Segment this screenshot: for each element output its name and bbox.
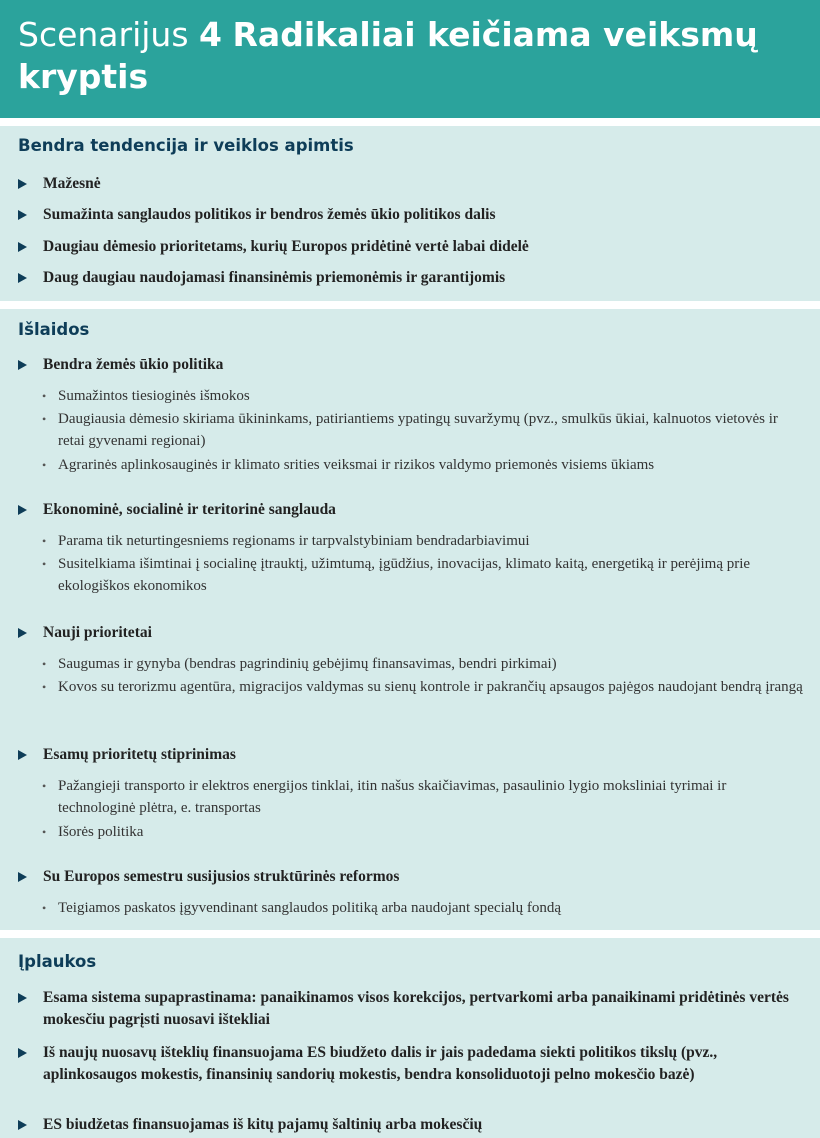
section-expenditure: Išlaidos Bendra žemės ūkio politika • Sumažintos tiesioginės išmokos • Daugiausia dėmesio skiriama ūkininkams, patiriantiems ypatingų suvaržymų (pvz., smulkūs ūkiai, kalnuotos vietovės ir retai gyvenami regionai) • Agrarinės aplinkosauginės ir klimato srities veiksmai ir rizikos valdymo priemonės visiems ūkiams Ekonominė, socialinė ir teritorinė sanglauda • Parama tik neturtingesniems regionams ir tarpvalstybiniam bendradarbiavimui • Susitelkiama išimtinai į socialinę įtrauktį, užimtumą, įgūdžius, inovacijas, klimato kaitą, energetiką ir perėjimą prie ekologiškos ekonomikos Nauji prioritetai • Saugumas ir gynyba (bendras pagrindinių gebėjimų finansavimas, bendri pirkimai) • Kovos su terorizmu agentūra, migracijos valdymas su sienų kontrole ir pakrančių apsaugos pajėgos naudojant bendrą įrangą Esamų prioritetų stiprinimas • Pažangieji transporto ir elektros energijos tinklai, itin našus skaičiavimas, pasaulinio lygio moksliniai tyrimai ir technologinė plėtra, e. transportas • Išorės politika Su Europos semestru susijusios struktūrinės reformos • Teigiamos paskatos įgyvendinant sanglaudos politiką arba naudojant specialų fondą [0,309,820,930]
section-heading: Įplaukos [18,952,97,971]
arrow-bullet-icon [18,750,27,760]
bullet-dot-icon: • [42,657,47,671]
arrow-bullet-icon [18,242,27,252]
scenario-number: 4 [199,15,223,54]
bullet-dot-icon: • [42,534,47,548]
bullet-dot-icon: • [42,458,47,472]
arrow-bullet-icon [18,273,27,283]
arrow-bullet-icon [18,1120,27,1130]
bullet-dot-icon: • [42,901,47,915]
arrow-bullet-icon [18,179,27,189]
arrow-bullet-icon [18,628,27,638]
scenario-prefix: Scenarijus [18,15,189,54]
sub-list-item: • Išorės politika [48,821,806,843]
sub-list-item: • Agrarinės aplinkosauginės ir klimato srities veiksmai ir rizikos valdymo priemonės visiems ūkiams [48,454,806,476]
arrow-bullet-icon [18,505,27,515]
section-heading: Išlaidos [18,320,90,339]
section-general-trend: Bendra tendencija ir veiklos apimtis Mažesnė Sumažinta sanglaudos politikos ir bendros žemės ūkio politikos dalis Daugiau dėmesio prioritetams, kurių Europos pridėtinė vertė labai didelė Daug daugiau naudojamasi finansinėmis priemonėmis ir garantijomis [0,126,820,301]
section-heading: Bendra tendencija ir veiklos apimtis [18,136,354,155]
arrow-bullet-icon [18,993,27,1003]
bullet-dot-icon: • [42,825,47,839]
section-revenue: Įplaukos Esama sistema supaprastinama: panaikinamos visos korekcijos, pertvarkomi arba panaikinami pridėtinės vertės mokesčiu pagrįsti nuosavi ištekliai Iš naujų nuosavų išteklių finansuojama ES biudžeto dalis ir jais padedama siekti politikos tikslų (pvz., aplinkosaugos mokestis, finansinių sandorių mokestis, bendra konsoliduotoji pelno mokesčio bazė) ES biudžetas finansuojamas iš kitų pajamų šaltinių arba mokesčių [0,938,820,1138]
bullet-dot-icon: • [42,412,47,426]
page-title-line2: kryptis [18,57,149,96]
arrow-bullet-icon [18,872,27,882]
bullet-dot-icon: • [42,779,47,793]
bullet-dot-icon: • [42,557,47,571]
page-title: Radikaliai keičiama veiksmų [232,15,758,54]
bullet-dot-icon: • [42,389,47,403]
page-header [0,0,820,118]
arrow-bullet-icon [18,1048,27,1058]
sub-list-item: • Kovos su terorizmu agentūra, migracijos valdymas su sienų kontrole ir pakrančių apsaugos pajėgos naudojant bendrą įrangą [48,676,806,698]
sub-list-item: • Teigiamos paskatos įgyvendinant sanglaudos politiką arba naudojant specialų fondą [48,897,806,919]
sub-list-item: • Parama tik neturtingesniems regionams ir tarpvalstybiniam bendradarbiavimui [48,530,806,552]
sub-list-item: • Pažangieji transporto ir elektros energijos tinklai, itin našus skaičiavimas, pasaulinio lygio moksliniai tyrimai ir technologinė plėtra, e. transportas [48,775,806,819]
bullet-dot-icon: • [42,680,47,694]
sub-list-item: • Daugiausia dėmesio skiriama ūkininkams, patiriantiems ypatingų suvaržymų (pvz., smulkūs ūkiai, kalnuotos vietovės ir retai gyvenami regionai) [48,408,806,452]
page-title-line1 [18,14,802,56]
arrow-bullet-icon [18,360,27,370]
sub-list-item: • Susitelkiama išimtinai į socialinę įtrauktį, užimtumą, įgūdžius, inovacijas, klimato kaitą, energetiką ir perėjimą prie ekologiškos ekonomikos [48,553,806,597]
sub-list-item: • Saugumas ir gynyba (bendras pagrindinių gebėjimų finansavimas, bendri pirkimai) [48,653,806,675]
arrow-bullet-icon [18,210,27,220]
sub-list-item: • Sumažintos tiesioginės išmokos [48,385,806,407]
